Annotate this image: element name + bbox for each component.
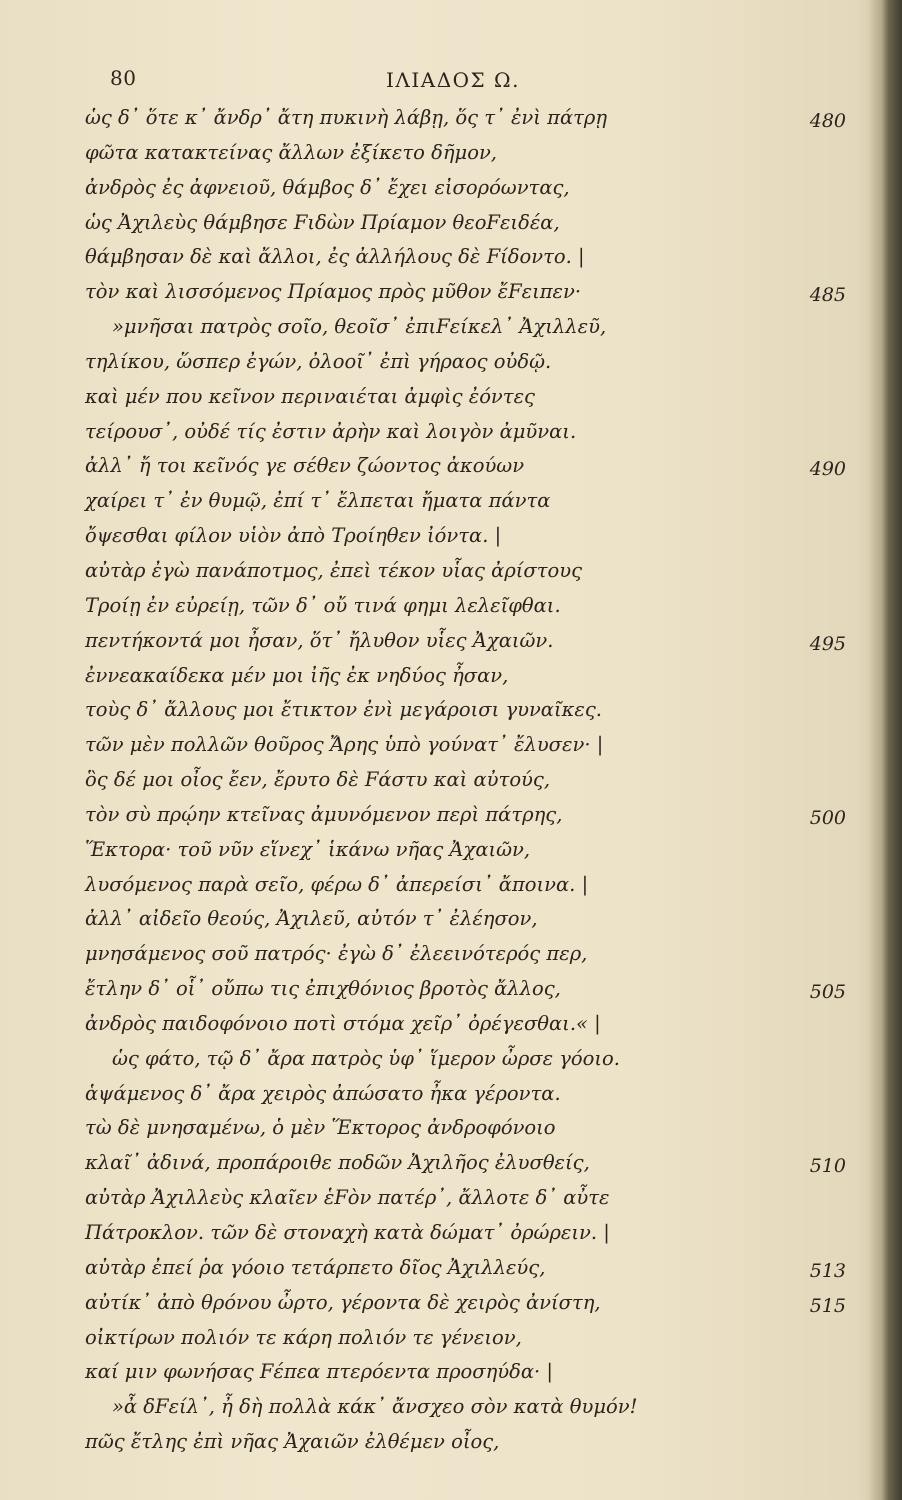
verse-line: [0, 206, 902, 241]
verse-line: [0, 310, 902, 345]
line-number: 490: [809, 458, 846, 481]
verse-text: ἀλλ᾽ ἤ τοι κεῖνός γε σέθεν ζώοντος ἀκούων: [85, 454, 525, 478]
verse-text: πῶς ἔτλης ἐπὶ νῆας Ἀχαιῶν ἐλθέμεν οἶος,: [85, 1430, 500, 1454]
verse-line: [0, 1146, 902, 1181]
verse-text: τηλίκου, ὥσπερ ἐγών, ὀλοοῖ᾽ ἐπὶ γήραος οὐδῷ.: [85, 349, 552, 373]
verse-line: [0, 101, 902, 136]
verse-line: [0, 868, 902, 903]
verse-text: θάμβησαν δὲ καὶ ἄλλοι, ἐς ἀλλήλους δὲ Fίδοντο. |: [85, 245, 585, 269]
verse-line: [0, 972, 902, 1007]
verse-text: ἐννεακαίδεκα μέν μοι ἰῆς ἐκ νηδύος ἦσαν,: [85, 663, 509, 687]
verse-text: ὡς Ἀχιλεὺς θάμβησε Fιδὼν Πρίαμον θεοFειδέα,: [85, 210, 560, 234]
line-number: 480: [809, 110, 846, 132]
verse-text: ἀνδρὸς παιδοφόνοιο ποτὶ στόμα χεῖρ᾽ ὀρέγεσθαι.« |: [85, 1011, 601, 1035]
verse-line: [0, 937, 902, 972]
verse-line: [0, 589, 902, 624]
verse-text: Ἕκτορα· τοῦ νῦν εἵνεχ᾽ ἱκάνω νῆας Ἀχαιῶν,: [85, 837, 531, 861]
verse-line: [0, 554, 902, 589]
verse-line: [0, 1251, 902, 1286]
verse-line: [0, 1355, 902, 1390]
verse-line: [0, 449, 902, 484]
line-number: 485: [809, 284, 846, 307]
verse-line: [0, 415, 902, 450]
verse-text: τείρουσ᾽, οὐδέ τίς ἐστιν ἀρὴν καὶ λοιγὸν ἀμῦναι.: [85, 419, 577, 443]
verse-text: ἁψάμενος δ᾽ ἄρα χειρὸς ἀπώσατο ἦκα γέροντα.: [85, 1081, 561, 1105]
verse-text: αὐτὰρ ἐπεί ῥα γόοιο τετάρπετο δῖος Ἀχιλλεύς,: [85, 1255, 546, 1279]
line-number: 505: [809, 981, 846, 1004]
verse-line: [0, 1321, 902, 1356]
verse-line: [0, 519, 902, 554]
line-number: 513: [809, 1259, 846, 1282]
verse-text: λυσόμενος παρὰ σεῖο, φέρω δ᾽ ἀπερείσι᾽ ἄποινα. |: [85, 872, 589, 896]
verse-text: »μνῆσαι πατρὸς σοῖο, θεοῖσ᾽ ἐπιFείκελ᾽ Ἀχιλλεῦ,: [112, 315, 607, 339]
verse-text: πεντήκοντά μοι ἦσαν, ὅτ᾽ ἤλυθον υἷες Ἀχαιῶν.: [85, 628, 554, 652]
verse-line: [0, 1425, 902, 1460]
verse-line: [0, 1077, 902, 1112]
verse-text: τοὺς δ᾽ ἄλλους μοι ἔτικτον ἐνὶ μεγάροισι γυναῖκες.: [85, 698, 602, 722]
verse-line: [0, 484, 902, 519]
verse-text: αὐτὰρ ἐγὼ πανάποτμος, ἐπεὶ τέκον υἷας ἀρίστους: [85, 558, 583, 582]
verse-text: ὡς δ᾽ ὅτε κ᾽ ἄνδρ᾽ ἄτη πυκινὴ λάβῃ, ὅς τ᾽ ἐνὶ πάτρῃ: [85, 106, 608, 129]
verse-text: τὼ δὲ μνησαμένω, ὁ μὲν Ἕκτορος ἀνδροφόνοιο: [85, 1116, 556, 1140]
verse-line: [0, 1007, 902, 1042]
verse-text: καί μιν φωνήσας Fέπεα πτερόεντα προσηύδα· |: [85, 1360, 553, 1384]
verse-text: αὐτίκ᾽ ἀπὸ θρόνου ὦρτο, γέροντα δὲ χειρὸς ἀνίστη,: [85, 1290, 601, 1314]
verse-line: [0, 763, 902, 798]
verse-line: [0, 833, 902, 868]
verse-line: [0, 659, 902, 694]
verse-line: [0, 1216, 902, 1251]
verse-line: [0, 902, 902, 937]
verse-line: [0, 1042, 902, 1077]
verse-line: [0, 240, 902, 275]
verse-text: ἀνδρὸς ἐς ἀφνειοῦ, θάμβος δ᾽ ἔχει εἰσορόωντας,: [85, 175, 570, 199]
verse-line: [0, 171, 902, 206]
verse-text: ὃς δέ μοι οἶος ἔεν, ἔρυτο δὲ Fάστυ καὶ αὐτούς,: [85, 768, 551, 792]
verse-text: οἰκτίρων πολιόν τε κάρη πολιόν τε γένειον,: [85, 1325, 522, 1349]
verse-text: αὐτὰρ Ἀχιλλεὺς κλαῖεν ἑFὸν πατέρ᾽, ἄλλοτε δ᾽ αὖτε: [85, 1186, 610, 1210]
verse-text: μνησάμενος σοῦ πατρός· ἐγὼ δ᾽ ἐλεεινότερός περ,: [85, 942, 588, 966]
verse-line: [0, 693, 902, 728]
verse-text: χαίρει τ᾽ ἐν θυμῷ, ἐπί τ᾽ ἔλπεται ἤματα πάντα: [85, 489, 551, 513]
verse-text: »ἆ δFείλ᾽, ἦ δὴ πολλὰ κάκ᾽ ἄνσχεο σὸν κατὰ θυμόν!: [112, 1395, 638, 1419]
verse-line: [0, 275, 902, 310]
verse-line: [0, 136, 902, 171]
verse-text: τῶν μὲν πολλῶν θοῦρος Ἄρης ὑπὸ γούνατ᾽ ἔλυσεν· |: [85, 733, 604, 757]
verse-text: ὡς φάτο, τῷ δ᾽ ἄρα πατρὸς ὑφ᾽ ἵμερον ὦρσε γόοιο.: [112, 1046, 620, 1070]
verse-line: [0, 728, 902, 763]
verse-text: καὶ μέν που κεῖνον περιναιέται ἀμφὶς ἐόντες: [85, 384, 535, 408]
verse-line: [0, 380, 902, 415]
verse-line: [0, 798, 902, 833]
running-head: ΙΛΙΑΔΟΣ Ω.: [386, 68, 520, 92]
verse-text: φῶτα κατακτείνας ἄλλων ἐξίκετο δῆμον,: [85, 140, 498, 164]
line-number: 500: [809, 806, 846, 829]
verse-text: κλαῖ᾽ ἀδινά, προπάροιθε ποδῶν Ἀχιλῆος ἐλυσθείς,: [85, 1151, 590, 1175]
verse-text: ἀλλ᾽ αἰδεῖο θεούς, Ἀχιλεῦ, αὐτόν τ᾽ ἐλέησον,: [85, 907, 538, 931]
page-number: 80: [110, 66, 137, 90]
line-number: 510: [809, 1155, 846, 1178]
line-number: 495: [809, 632, 846, 655]
verse-text: Τροίῃ ἐν εὐρείῃ, τῶν δ᾽ οὔ τινά φημι λελεῖφθαι.: [85, 593, 561, 617]
verse-text: τὸν καὶ λισσόμενος Πρίαμος πρὸς μῦθον ἔFειπεν·: [85, 280, 582, 304]
verse-text: Πάτροκλον. τῶν δὲ στοναχὴ κατὰ δώματ᾽ ὀρώρειν. |: [85, 1221, 610, 1244]
verse-lines: [0, 101, 902, 1460]
verse-line: [0, 1390, 902, 1425]
verse-text: ἔτλην δ᾽ οἷ᾽ οὔπω τις ἐπιχθόνιος βροτὸς ἄλλος,: [85, 977, 561, 1001]
verse-text: τὸν σὺ πρῴην κτεῖνας ἀμυνόμενον περὶ πάτρης,: [85, 802, 563, 826]
verse-line: [0, 345, 902, 380]
verse-line: [0, 1111, 902, 1146]
verse-text: ὄψεσθαι φίλον υἱὸν ἀπὸ Τροίηθεν ἰόντα. |: [85, 524, 502, 548]
verse-line: [0, 1286, 902, 1321]
verse-line: [0, 624, 902, 659]
line-number: 515: [809, 1294, 846, 1317]
verse-line: [0, 1181, 902, 1216]
